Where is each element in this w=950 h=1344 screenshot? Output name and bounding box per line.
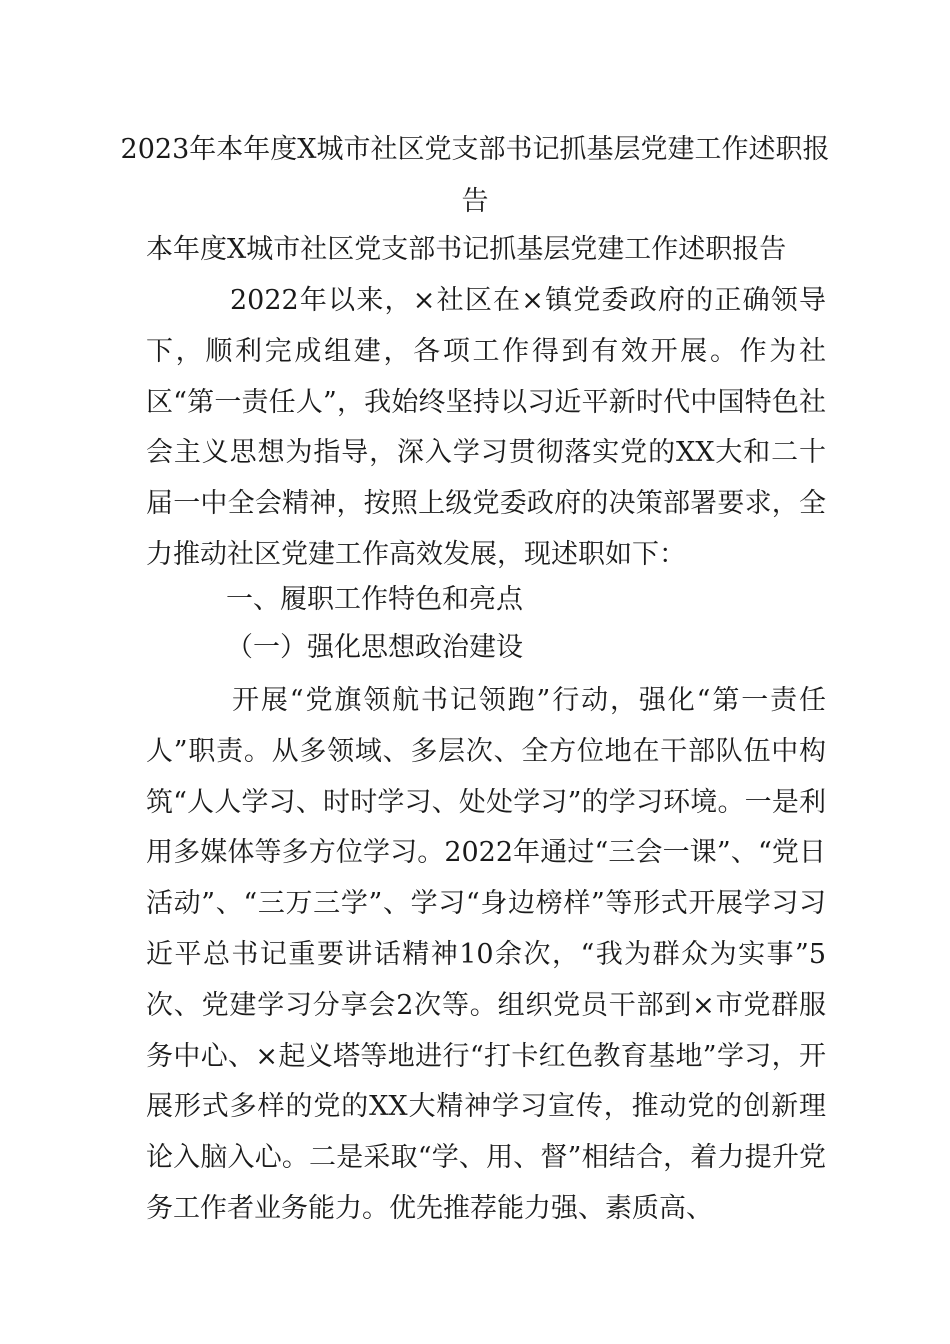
document-subtitle: 本年度X城市社区党支部书记抓基层党建工作述职报告 — [146, 234, 787, 265]
document-title: 2023年本年度X城市社区党支部书记抓基层党建工作述职报告 — [120, 134, 830, 217]
section-heading: 一、履职工作特色和亮点 — [226, 584, 523, 615]
paragraph-intro: 2022年以来，×社区在×镇党委政府的正确领导下，顺利完成组建，各项工作得到有效开展。作为社区“第一责任人”，我始终坚持以习近平新时代中国特色社会主义思想为指导，深入学习贯彻落实党的XX大和二十届一中全会精神，按照上级党委政府的决策部署要求，全力推动社区党建工作高效发展，现述职如下： — [146, 285, 826, 570]
subsection-heading: （一）强化思想政治建设 — [226, 632, 523, 663]
paragraph-body: 开展“党旗领航书记领跑”行动，强化“第一责任人”职责。从多领域、多层次、全方位地在干部队伍中构筑“人人学习、时时学习、处处学习”的学习环境。一是利用多媒体等多方位学习。2022年通过“三会一课”、“党日活动”、“三万三学”、学习“身边榜样”等形式开展学习习近平总书记重要讲话精神10余次，“我为群众为实事”5次、党建学习分享会2次等。组织党员干部到×市党群服务中心、×起义塔等地进行“打卡红色教育基地”学习，开展形式多样的党的XX大精神学习宣传，推动党的创新理论入脑入心。二是采取“学、用、督”相结合，着力提升党务工作者业务能力。优先推荐能力强、素质高、 — [146, 685, 826, 1224]
